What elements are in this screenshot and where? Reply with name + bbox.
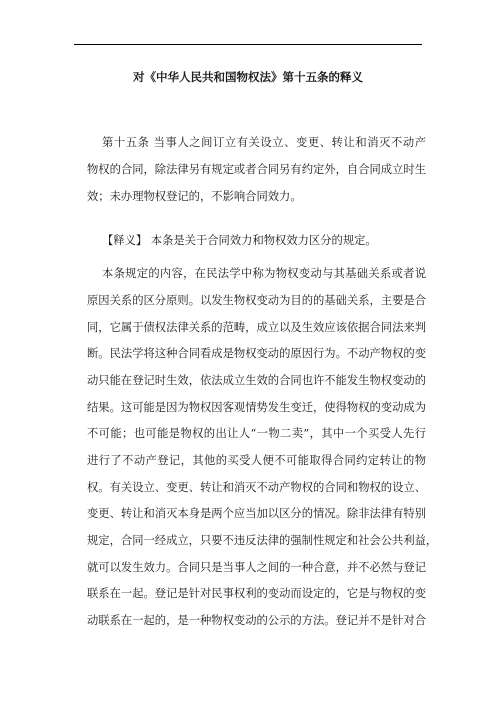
body-line: 规定，合同一经成立，只要不违反法律的强制性规定和社会公共利益， xyxy=(87,534,438,547)
body-line: 进行了不动产登记，其他的买受人便不可能取得合同约定转让的物 xyxy=(87,454,426,467)
body-line: 结果。这可能是因为物权因客观情势发生变迁，使得物权的变动成为 xyxy=(87,401,426,414)
body-line: 原因关系的区分原则。以发生物权变动为目的的基础关系，主要是合 xyxy=(87,294,426,307)
document-title: 对《中华人民共和国物权法》第十五条的释义 xyxy=(133,70,363,84)
body-line: 联系在一起。登记是针对民事权利的变动而设定的，它是与物权的变 xyxy=(87,587,426,600)
article-line: 第十五条 当事人之间订立有关设立、变更、转让和消灭不动产 xyxy=(102,136,426,149)
header-rule xyxy=(74,44,422,45)
body-line: 同，它属于债权法律关系的范畴，成立以及生效应该依据合同法来判 xyxy=(87,321,426,334)
body-line: 断。民法学将这种合同看成是物权变动的原因行为。不动产物权的变 xyxy=(87,347,426,360)
article-line: 效；未办理物权登记的，不影响合同效力。 xyxy=(87,190,302,203)
article-line: 物权的合同，除法律另有规定或者合同另有约定外，自合同成立时生 xyxy=(87,163,426,176)
body-line: 动只能在登记时生效，依法成立生效的合同也许不能发生物权变动的 xyxy=(87,374,426,387)
body-line: 本条规定的内容，在民法学中称为物权变动与其基础关系或者说 xyxy=(102,267,426,280)
body-line: 就可以发生效力。合同只是当事人之间的一种合意，并不必然与登记 xyxy=(87,561,426,574)
explanation-heading: 【释义】 本条是关于合同效力和物权效力区分的规定。 xyxy=(102,234,377,247)
body-line: 变更、转让和消灭本身是两个应当加以区分的情况。除非法律有特别 xyxy=(87,507,426,520)
body-line: 不可能；也可能是物权的出让人“一物二卖”，其中一个买受人先行 xyxy=(87,427,426,440)
body-line: 动联系在一起的，是一种物权变动的公示的方法。登记并不是针对合 xyxy=(87,614,426,627)
body-line: 权。有关设立、变更、转让和消灭不动产物权的合同和物权的设立、 xyxy=(87,481,426,494)
